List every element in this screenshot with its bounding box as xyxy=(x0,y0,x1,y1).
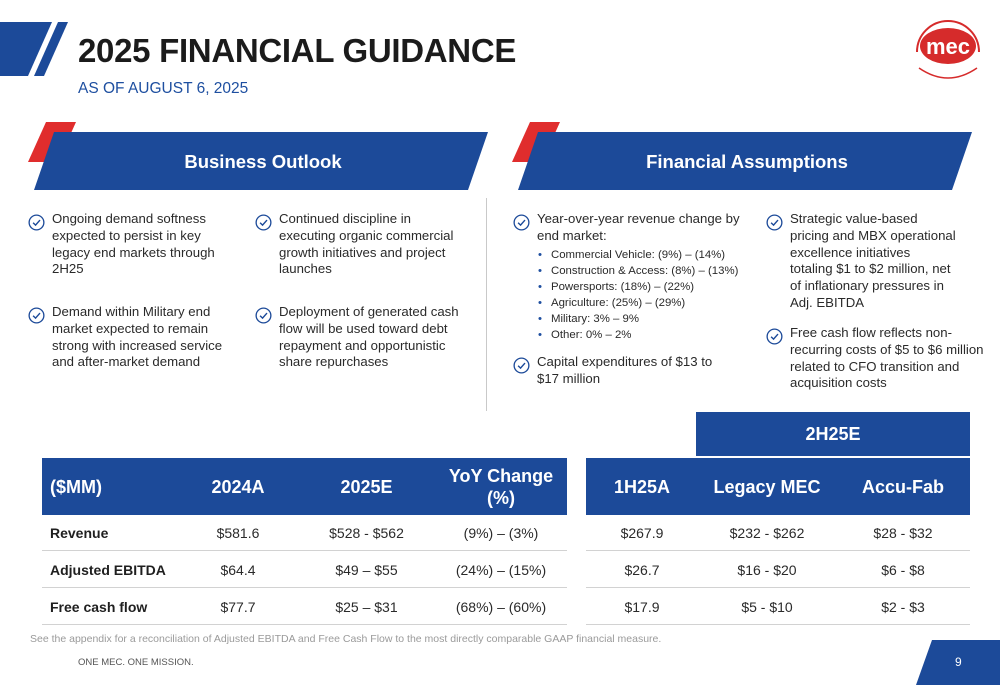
table-cell: $5 - $10 xyxy=(741,599,793,615)
table-cell: $64.4 xyxy=(220,562,256,578)
financial-assumptions-banner xyxy=(512,122,982,192)
financial-assumptions-title: Financial Assumptions xyxy=(646,151,848,172)
end-market-list xyxy=(537,247,748,343)
pricing-text: Strategic value-based pricing and MBX operational excellence initiatives totaling $1 to $2 million, net of inflationary pressures in Adj. EBITDA xyxy=(790,211,956,310)
row-label: Free cash flow xyxy=(50,599,148,615)
page-title: 2025 FINANCIAL GUIDANCE xyxy=(78,32,517,69)
table-cell: $267.9 xyxy=(620,525,664,541)
col-header-1h25a: 1H25A xyxy=(613,476,671,497)
assumption-pricing xyxy=(766,211,956,312)
assumption-revenue-change xyxy=(513,211,748,343)
table-cell: $16 - $20 xyxy=(737,562,797,578)
table-cell: $26.7 xyxy=(624,562,660,578)
table-cell: $17.9 xyxy=(624,599,660,615)
end-market-item: • Other: 0% – 2% xyxy=(537,327,748,343)
footnote: See the appendix for a reconciliation of Adjusted EBITDA and Free Cash Flow to the most directly comparable GAAP financial measure. xyxy=(30,633,662,645)
page-number: 9 xyxy=(955,655,962,669)
table-cell: $232 - $262 xyxy=(729,525,805,541)
end-market-item: • Agriculture: (25%) – (29%) xyxy=(537,295,748,311)
check-circle-icon xyxy=(28,214,45,231)
page-subtitle: AS OF AUGUST 6, 2025 xyxy=(78,80,249,97)
table-cell: $77.7 xyxy=(220,599,256,615)
business-outlook-title: Business Outlook xyxy=(184,151,342,172)
check-circle-icon xyxy=(766,214,783,231)
table-row-fcf-right xyxy=(586,589,970,625)
table-row-revenue-right xyxy=(586,515,970,551)
outlook-item-text: Continued discipline in executing organic commercial growth initiatives and project launches xyxy=(279,211,454,277)
2h25e-group-header: 2H25E xyxy=(696,412,970,456)
col-header-accu-fab: Accu-Fab xyxy=(861,476,944,497)
end-market-item: • Powersports: (18%) – (22%) xyxy=(537,279,748,295)
corner-accent-shape xyxy=(0,0,70,80)
outlook-item-2 xyxy=(255,211,470,278)
mec-logo xyxy=(911,18,985,86)
outlook-item-text: Demand within Military end market expected to remain strong with increased service and after-market demand xyxy=(52,304,223,370)
table-row-adjusted-ebitda xyxy=(42,552,567,588)
table-cell: $6 - $8 xyxy=(881,562,925,578)
table-cell: (24%) – (15%) xyxy=(455,562,547,578)
row-label: Revenue xyxy=(50,525,109,541)
outlook-item-1 xyxy=(28,211,233,278)
table-cell: $49 – $55 xyxy=(335,562,398,578)
check-circle-icon xyxy=(513,214,530,231)
assumption-capex xyxy=(513,354,713,388)
row-label: Adjusted EBITDA xyxy=(50,562,166,578)
business-outlook-banner xyxy=(28,122,498,192)
section-divider xyxy=(486,198,487,411)
col-header-legacy-mec: Legacy MEC xyxy=(713,476,821,497)
end-market-item: • Construction & Access: (8%) – (13%) xyxy=(537,263,748,279)
table-cell: $28 - $32 xyxy=(873,525,933,541)
check-circle-icon xyxy=(766,328,783,345)
left-table-header xyxy=(42,458,567,515)
footer-tagline: ONE MEC. ONE MISSION. xyxy=(78,657,194,668)
check-circle-icon xyxy=(28,307,45,324)
end-market-item: • Commercial Vehicle: (9%) – (14%) xyxy=(537,247,748,263)
table-cell: $581.6 xyxy=(216,525,260,541)
table-cell: $528 - $562 xyxy=(329,525,404,541)
col-header-2025e: 2025E xyxy=(340,476,393,497)
col-header-mm: ($MM) xyxy=(50,476,102,497)
outlook-item-text: Ongoing demand softness expected to persist in key legacy end markets through 2H25 xyxy=(52,211,215,277)
check-circle-icon xyxy=(255,307,272,324)
table-row-free-cash-flow xyxy=(42,589,567,625)
assumption-fcf xyxy=(766,325,988,392)
table-cell: (68%) – (60%) xyxy=(455,599,547,615)
table-row-revenue xyxy=(42,515,567,551)
table-cell: $2 - $3 xyxy=(881,599,925,615)
check-circle-icon xyxy=(513,357,530,374)
fcf-text: Free cash flow reflects non-recurring costs of $5 to $6 million related to CFO transition and acquisition costs xyxy=(790,325,984,391)
col-header-yoy: YoY Change (%) xyxy=(448,465,554,508)
right-table-header xyxy=(586,458,970,515)
capex-text: Capital expenditures of $13 to $17 million xyxy=(537,354,713,386)
table-cell: $25 – $31 xyxy=(335,599,398,615)
table-row-ebitda-right xyxy=(586,552,970,588)
end-market-item: • Military: 3% – 9% xyxy=(537,311,748,327)
table-cell: (9%) – (3%) xyxy=(463,525,539,541)
outlook-item-text: Deployment of generated cash flow will be used toward debt repayment and opportunistic share repurchases xyxy=(279,304,459,370)
outlook-item-3 xyxy=(28,304,233,371)
check-circle-icon xyxy=(255,214,272,231)
logo-text: mec xyxy=(925,34,971,59)
outlook-item-4 xyxy=(255,304,470,371)
revenue-change-text: Year-over-year revenue change by end market: xyxy=(537,211,740,243)
col-header-2024a: 2024A xyxy=(211,476,265,497)
